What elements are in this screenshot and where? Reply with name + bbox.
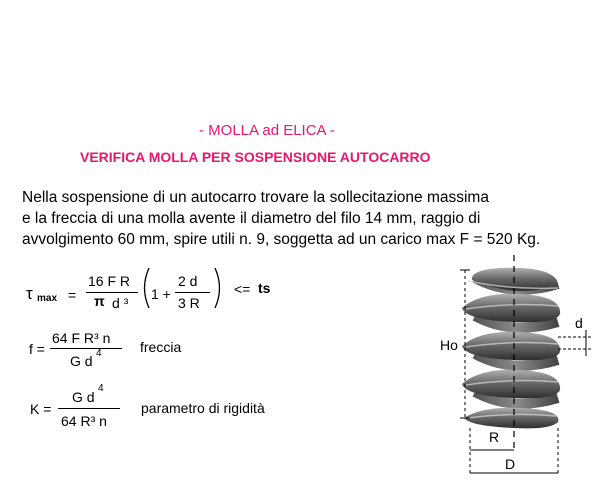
height-label: Ho — [440, 337, 458, 353]
stiffness-fraction-bar — [58, 408, 120, 409]
problem-line-3 — [22, 230, 540, 250]
wire-dimension — [558, 330, 592, 356]
problem-line-3-text-b: , spire utili n. 9, soggetta ad un carico max F = 520 Kg. — [165, 231, 541, 248]
tau-denominator-d: d ³ — [112, 295, 129, 311]
spring-diagram — [430, 250, 604, 490]
problem-line-2 — [22, 209, 480, 229]
stiffness-denominator: 64 R³ n — [61, 413, 107, 429]
stiffness-numerator: G d — [72, 389, 95, 405]
winding-radius-value: 60 mm — [117, 231, 166, 248]
diameter-label: D — [505, 456, 516, 472]
right-parenthesis — [212, 266, 226, 310]
problem-line-2-text-b: , raggio di — [412, 210, 481, 227]
page-title: - MOLLA ad ELICA - — [199, 122, 335, 139]
wire-diameter-value: 14 mm — [364, 210, 413, 227]
deflection-fraction-bar — [50, 348, 122, 349]
radius-label: R — [489, 429, 500, 445]
tau-subscript: max — [37, 293, 58, 304]
problem-line-1: Nella sospensione di un autocarro trovare la sollecitazione massima — [22, 189, 489, 206]
tau-inner-fraction-bar — [175, 292, 210, 293]
stiffness-numerator-exponent: 4 — [98, 383, 104, 394]
page-subtitle: VERIFICA MOLLA PER SOSPENSIONE AUTOCARRO — [80, 149, 431, 165]
tau-inner-denominator: 3 R — [178, 295, 200, 311]
deflection-numerator: 64 F R³ n — [52, 330, 111, 346]
tau-compare: <= — [234, 281, 251, 297]
stiffness-description: parametro di rigidità — [141, 400, 265, 416]
tau-paren-one: 1 + — [151, 286, 171, 302]
tau-numerator: 16 F R — [88, 273, 131, 289]
tau-equals: = — [68, 287, 77, 303]
left-parenthesis — [138, 266, 152, 310]
deflection-description: freccia — [140, 339, 182, 355]
tau-symbol: τ — [26, 284, 33, 303]
problem-line-2-text-a: e la freccia di una molla avente il diametro del filo — [22, 210, 361, 227]
problem-line-3-text-a: avvolgimento — [22, 231, 114, 248]
stiffness-lhs: K = — [30, 401, 52, 417]
deflection-denominator-exponent: 4 — [96, 348, 102, 359]
tau-limit: ts — [258, 280, 271, 296]
tau-inner-numerator: 2 d — [178, 273, 198, 289]
wire-label: d — [575, 315, 583, 331]
deflection-lhs: f = — [29, 341, 45, 357]
deflection-denominator: G d — [70, 353, 93, 369]
tau-denominator-pi: π — [94, 293, 105, 309]
